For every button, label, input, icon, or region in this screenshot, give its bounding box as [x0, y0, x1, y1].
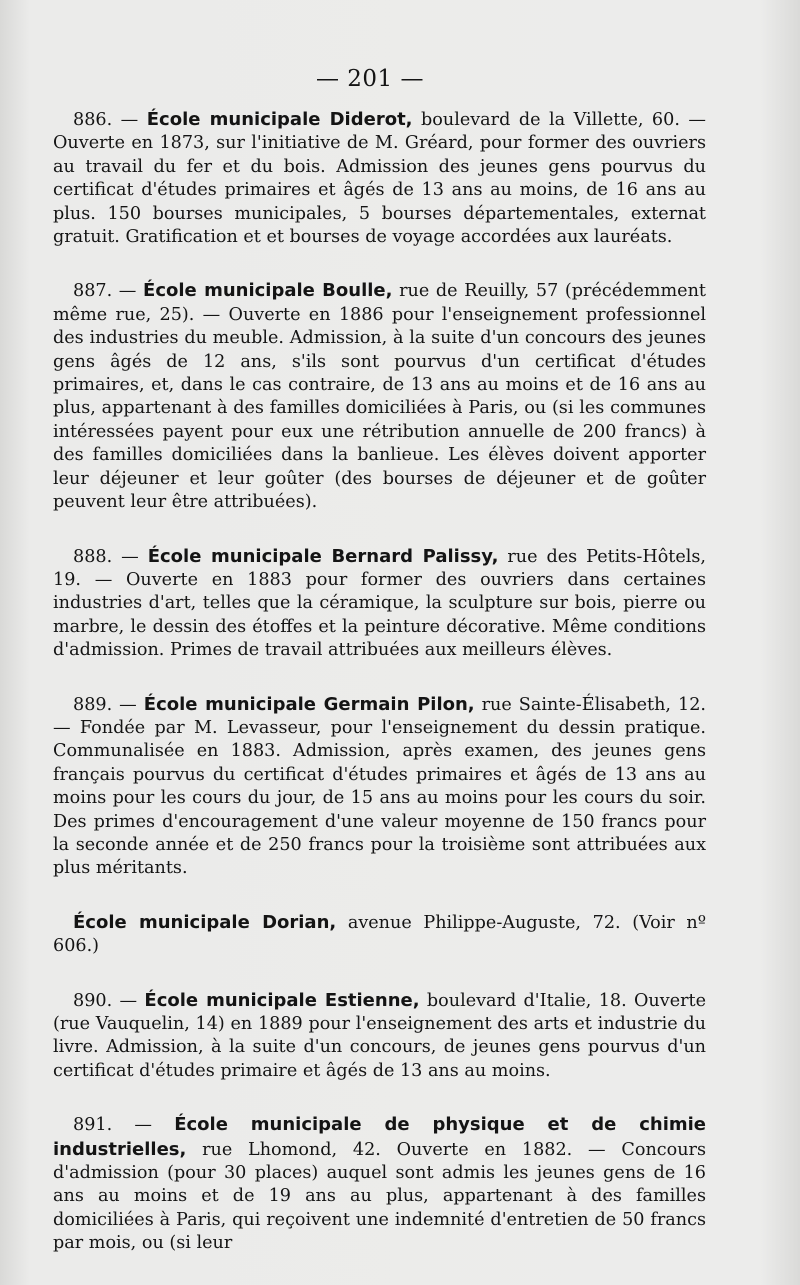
entry-number: 886. — — [73, 110, 147, 130]
entry-dorian — [53, 911, 706, 959]
school-name: École municipale de physique et de chimie industrielles, — [53, 1114, 707, 1160]
school-name: École municipale Diderot, — [146, 109, 413, 130]
entry-text: rue de Reuilly, 57 (précédemment même rue, 25). — Ouverte en 1886 pour l'enseignement professionnel des industries du meuble. Admission, à la suite d'un concours des jeunes gens âgés de 12 ans, s'ils sont pourvus d'un certificat d'études primaires, et, dans le cas contraire, de 13 ans au moins et de 16 ans au plus, appartenant à des familles domiciliées à Paris, ou (si les communes intéressées payent pour eux une rétribution annuelle de 200 francs) à des familles domiciliées dans la banlieue. Les élèves doivent apporter leur déjeuner et leur goûter (des bourses de déjeuner et de goûter peuvent leur être attribuées). — [53, 281, 706, 513]
entry-text: rue Lhomond, 42. Ouverte en 1882. — Concours d'admission (pour 30 places) auquel sont admis les jeunes gens de 16 ans au moins et de 19 ans au plus, appartenant à des familles domiciliées à Paris, qui reçoivent une indemnité d'entretien de 50 francs par mois, ou (si leur — [53, 1139, 706, 1254]
entry-text: boulevard d'Italie, 18. Ouverte (rue Vauquelin, 14) en 1889 pour l'enseignement des arts et industrie du livre. Admission, à la suite d'un concours, de jeunes gens pourvus d'un certificat d'études primaire et âgés de 13 ans au moins. — [53, 990, 707, 1081]
school-name: École municipale Boulle, — [143, 280, 393, 302]
entry-number: 888. — — [73, 546, 148, 567]
text-body — [53, 108, 706, 1285]
page-number: — 201 — — [315, 66, 425, 92]
entry-number: 889. — — [73, 694, 144, 715]
entry-number: 890. — — [73, 990, 145, 1011]
entry-text: avenue Philippe-Auguste, 72. (Voir nº 606.) — [53, 912, 707, 957]
entry-887 — [53, 279, 706, 514]
entry-889 — [53, 693, 706, 881]
entry-number: 887. — — [73, 281, 144, 302]
entry-number: 891. — — [73, 1115, 175, 1136]
school-name: École municipale Dorian, — [73, 911, 337, 933]
entry-text: rue Sainte-Élisabeth, 12. — Fondée par M. Levasseur, pour l'enseignement du dessin pratique. Communalisée en 1883. Admission, après examen, des jeunes gens français pourvus du certificat d'études primaires et âgés de 13 ans au moins pour les cours du jour, de 15 ans au moins pour les cours du soir. Des primes d'encouragement d'une valeur moyenne de 150 francs pour la seconde année et de 250 francs pour la troisième sont attribuées aux plus méritants. — [53, 694, 706, 879]
school-name: École municipale Bernard Palissy, — [147, 545, 499, 567]
entry-text: rue des Petits-Hôtels, 19. — Ouverte en 1883 pour former des ouvriers dans certaines industries d'art, telles que la céramique, la sculpture sur bois, pierre ou marbre, le dessin des étoffes et la peinture décorative. Même conditions d'admission. Primes de travail attribuées aux meilleurs élèves. — [53, 546, 707, 661]
entry-text: boulevard de la Villette, 60. — Ouverte en 1873, sur l'initiative de M. Gréard, pour former des ouvriers au travail du fer et du bois. Admission des jeunes gens pourvus du certificat d'études primaires et âgés de 13 ans au moins, de 16 ans au plus. 150 bourses municipales, 5 bourses départementales, externat gratuit. Gratification et et bourses de voyage accordées aux lauréats. — [53, 110, 707, 248]
school-name: École municipale Estienne, — [144, 989, 420, 1011]
entry-891 — [53, 1113, 706, 1255]
entry-890 — [53, 989, 706, 1084]
entry-886 — [53, 108, 706, 249]
school-name: École municipale Germain Pilon, — [143, 693, 475, 715]
entry-888 — [53, 545, 706, 663]
